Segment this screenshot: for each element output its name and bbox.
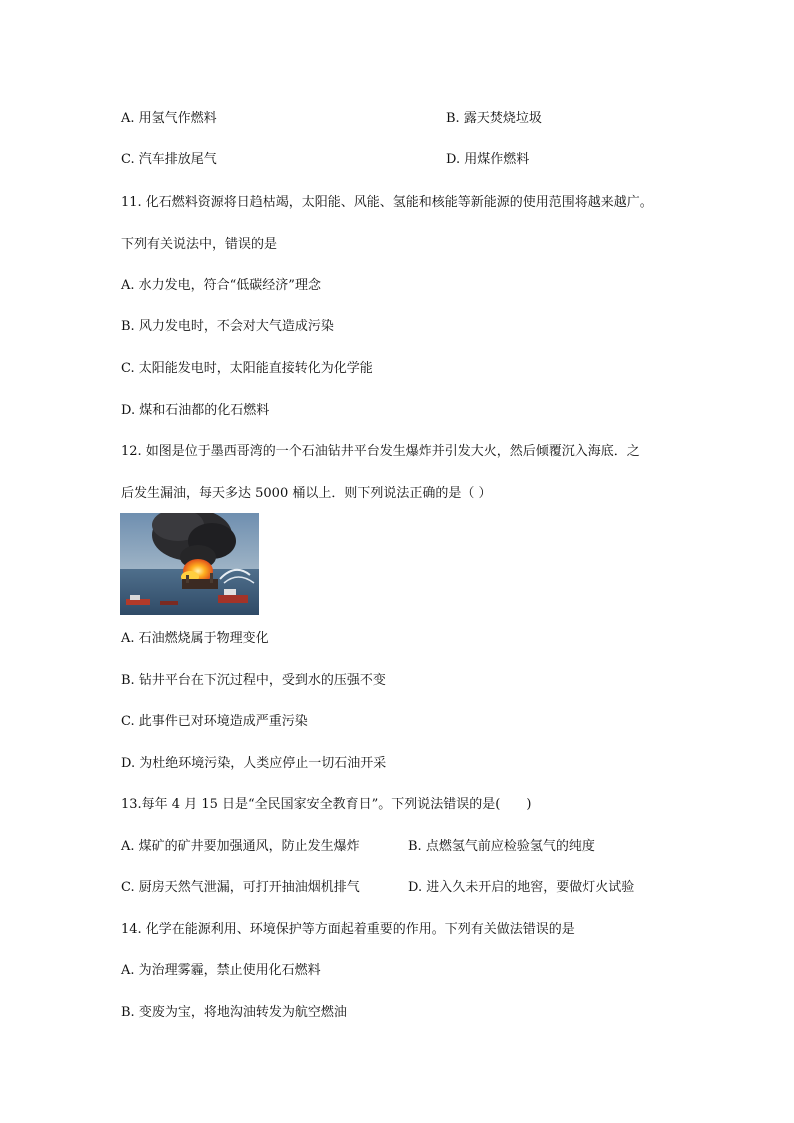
q10-option-d: D. 用煤作燃料 [446, 152, 530, 167]
q11-option-c: C. 太阳能发电时，太阳能直接转化为化学能 [121, 361, 373, 376]
q12-option-b: B. 钻井平台在下沉过程中，受到水的压强不变 [121, 673, 386, 688]
q11-option-d: D. 煤和石油都的化石燃料 [121, 403, 270, 418]
q12-option-d: D. 为杜绝环境污染，人类应停止一切石油开采 [121, 756, 387, 771]
q11-stem-line2: 下列有关说法中，错误的是 [121, 237, 278, 252]
q11-option-b: B. 风力发电时，不会对大气造成污染 [121, 319, 334, 334]
q13-option-a: A. 煤矿的矿井要加强通风，防止发生爆炸 [121, 839, 360, 854]
q13-option-d: D. 进入久未开启的地窖，要做灯火试验 [408, 880, 635, 895]
q13-stem: 13.每年 4 月 15 日是“全民国家安全教育日”。下列说法错误的是( ) [121, 797, 532, 812]
q11-option-a: A. 水力发电，符合“低碳经济”理念 [121, 278, 321, 293]
q14-stem: 14. 化学在能源利用、环境保护等方面起着重要的作用。下列有关做法错误的是 [121, 922, 575, 937]
q10-option-a: A. 用氢气作燃料 [121, 111, 217, 126]
q12-stem-line2: 后发生漏油，每天多达 5000 桶以上．则下列说法正确的是（ ） [121, 486, 492, 501]
q14-option-a: A. 为治理雾霾，禁止使用化石燃料 [121, 963, 321, 978]
q12-stem-line1: 12. 如图是位于墨西哥湾的一个石油钻井平台发生爆炸并引发大火，然后倾覆沉入海底．之 [121, 444, 640, 459]
q10-option-b: B. 露天焚烧垃圾 [446, 111, 542, 126]
q11-stem-line1: 11. 化石燃料资源将日趋枯竭，太阳能、风能、氢能和核能等新能源的使用范围将越来越广。 [121, 195, 653, 210]
q13-option-c: C. 厨房天然气泄漏，可打开抽油烟机排气 [121, 880, 360, 895]
q12-option-a: A. 石油燃烧属于物理变化 [121, 631, 269, 646]
q10-option-c: C. 汽车排放尾气 [121, 152, 217, 167]
q13-option-b: B. 点燃氢气前应检验氢气的纯度 [408, 839, 595, 854]
oil-rig-fire-photo [120, 513, 259, 615]
q12-option-c: C. 此事件已对环境造成严重污染 [121, 714, 308, 729]
q14-option-b: B. 变废为宝，将地沟油转发为航空燃油 [121, 1005, 347, 1020]
